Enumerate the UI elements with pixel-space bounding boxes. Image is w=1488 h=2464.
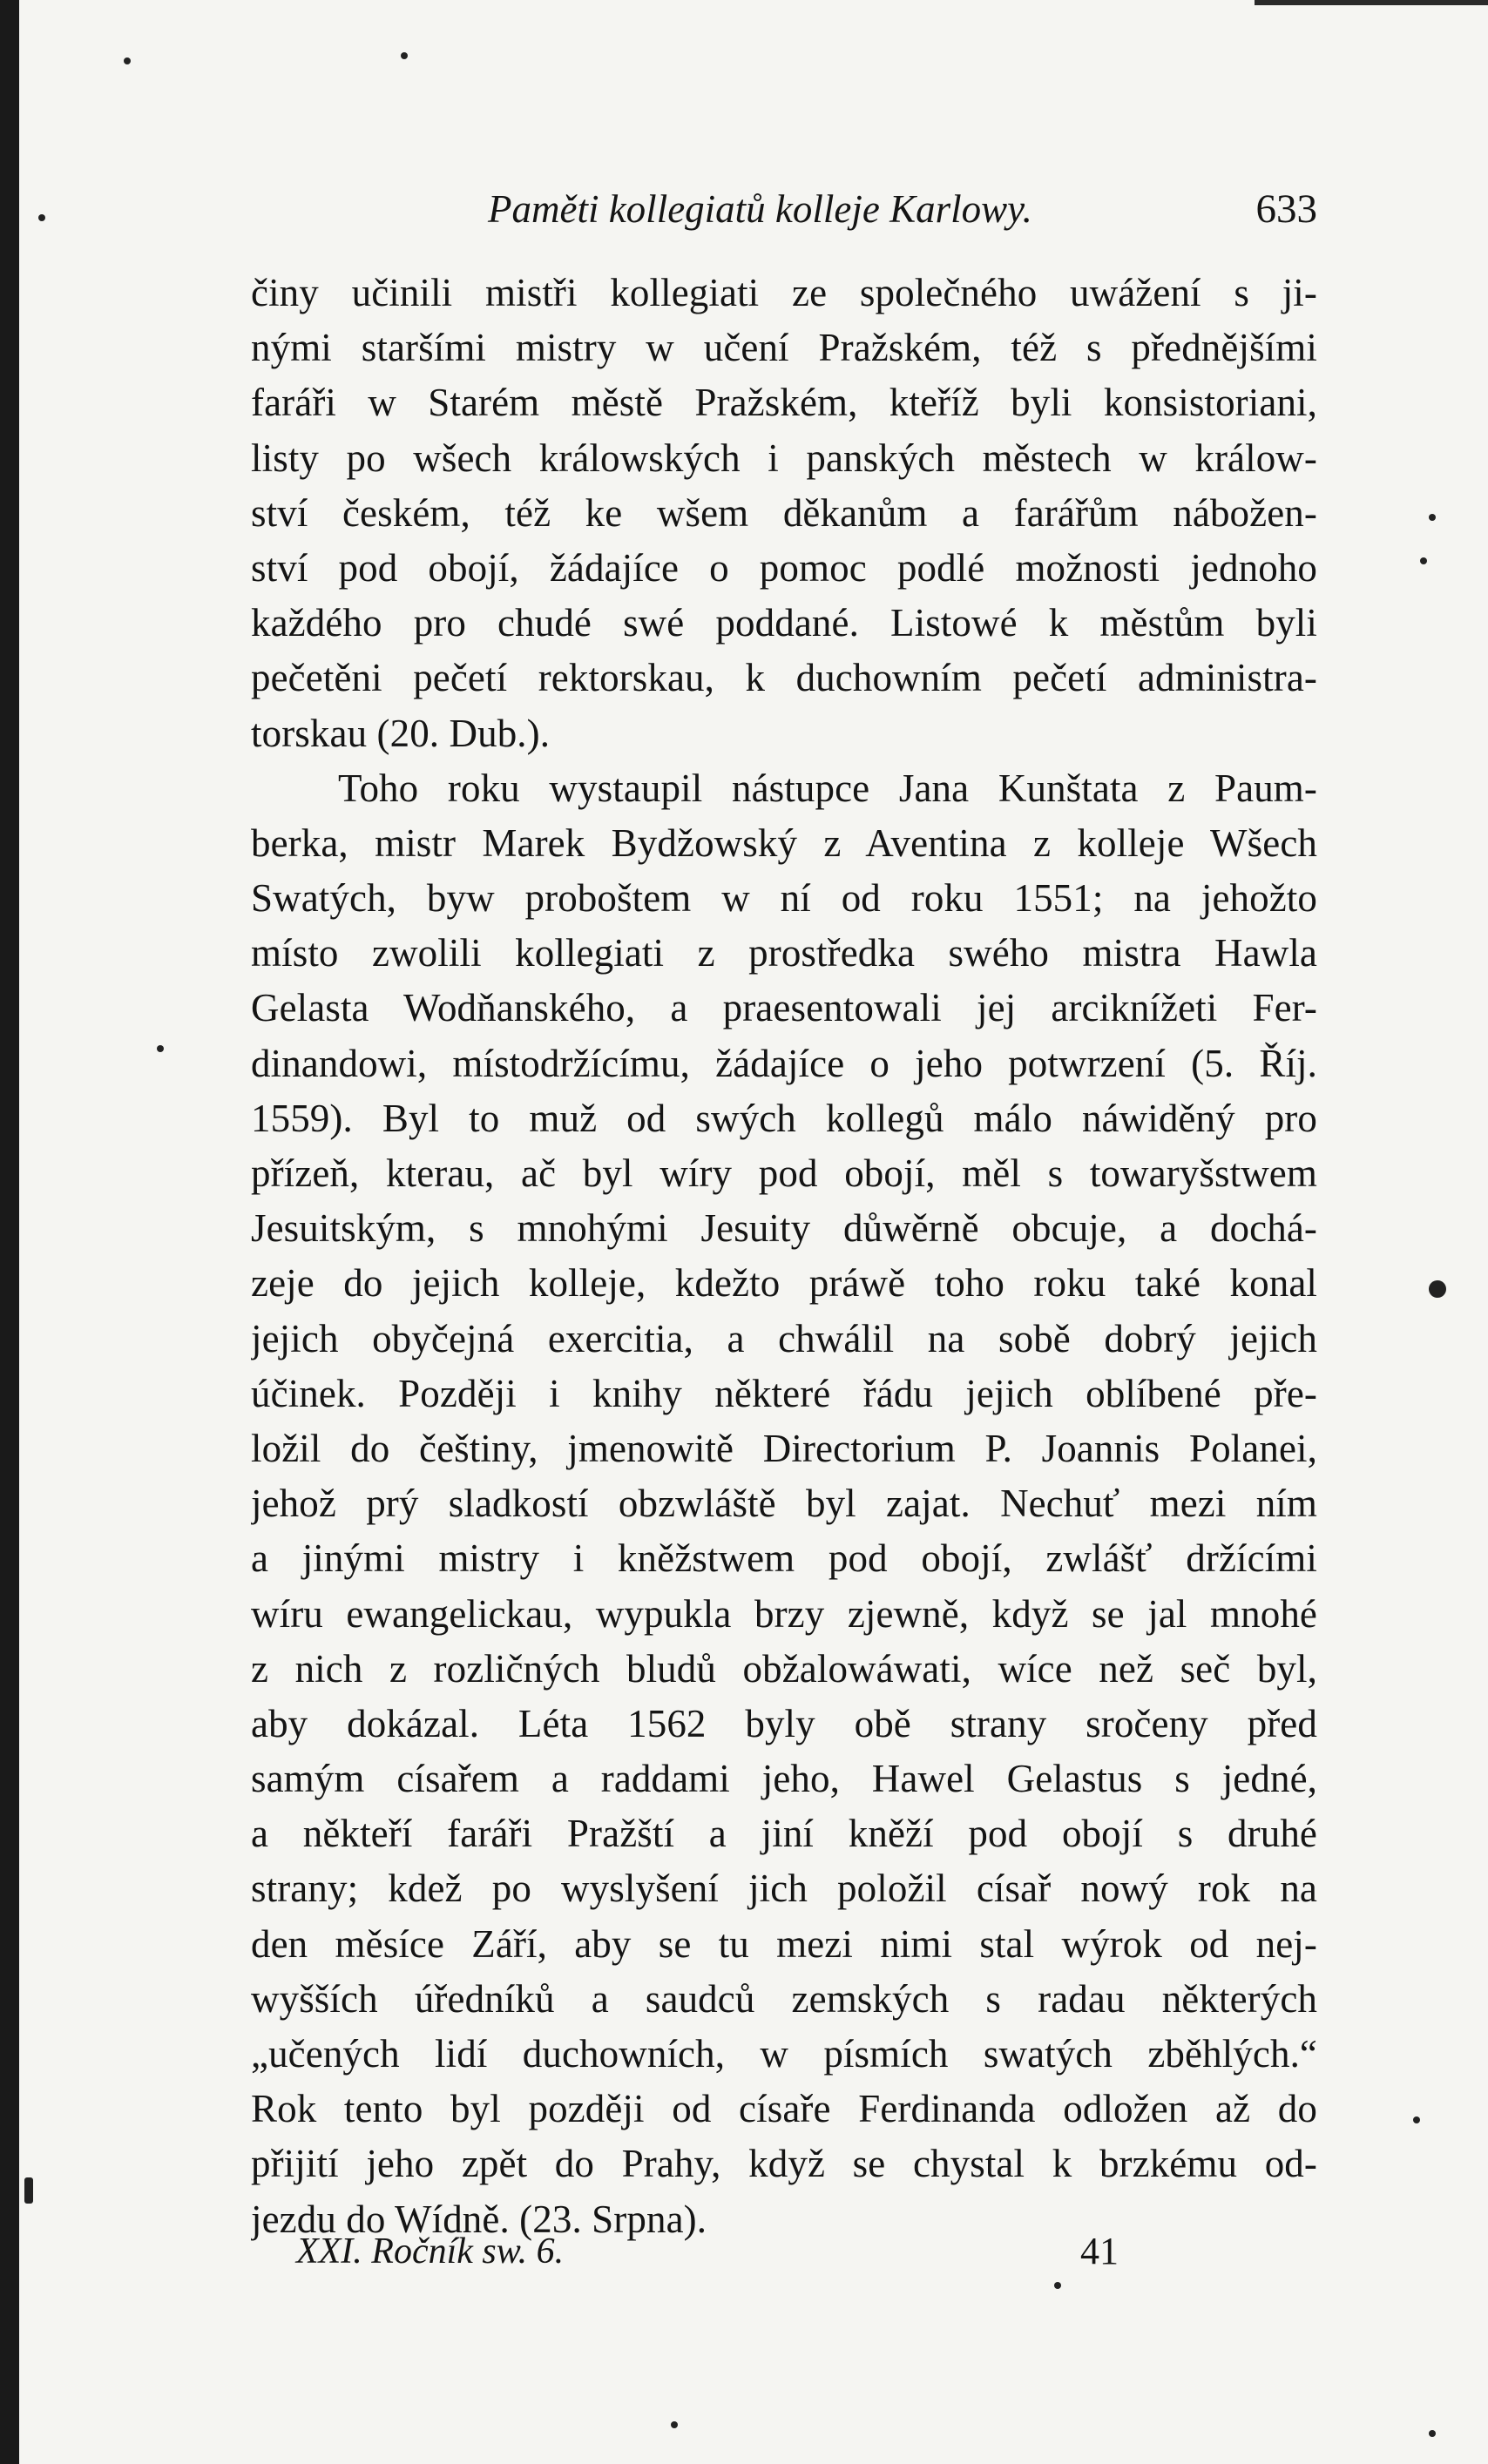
text-line: jezdu do Wídně. (23. Srpna). bbox=[251, 2197, 707, 2241]
text-line: jehož prý sladkostí obzwláště byl zajat. Nechuť mezi ním bbox=[251, 1482, 1317, 1526]
text-line: jejich obyčejná exercitia, a chwálil na sobě dobrý jejich bbox=[251, 1316, 1317, 1360]
sheet-signature bbox=[296, 2225, 1167, 2278]
scan-speck bbox=[24, 2177, 33, 2204]
text-line: „učených lidí duchowních, w písmích swatých zběhlých.“ bbox=[251, 2032, 1317, 2076]
text-line: faráři w Starém městě Pražském, kteříž byli konsistoriani, bbox=[251, 381, 1317, 425]
scan-speck bbox=[1429, 2430, 1436, 2437]
text-line: Swatých, byw proboštem w ní od roku 1551; na jehožto bbox=[251, 876, 1317, 921]
scan-top-edge bbox=[1255, 0, 1488, 5]
text-line: pečetěni pečetí rektorskau, k duchowním pečetí administra- bbox=[251, 656, 1317, 700]
scan-speck bbox=[124, 57, 131, 64]
scan-speck bbox=[671, 2421, 678, 2428]
sheet-number: 41 bbox=[1080, 2230, 1119, 2272]
text-line: Toho roku wystaupil nástupce Jana Kunštata z Paum- bbox=[338, 766, 1317, 810]
text-line: ství českém, též ke wšem děkanům a farářům nábožen- bbox=[251, 490, 1317, 535]
text-line: Rok tento byl později od císaře Ferdinanda odložen až do bbox=[251, 2087, 1317, 2131]
text-line: přijití jeho zpět do Prahy, když se chystal k brzkému od- bbox=[251, 2142, 1317, 2186]
text-line: wíru ewangelickau, wypukla brzy zjewně, když se jal mnohé bbox=[251, 1591, 1317, 1636]
text-line: berka, mistr Marek Bydžowský z Aventina z kolleje Wšech bbox=[251, 820, 1317, 865]
text-line: ložil do češtiny, jmenowitě Directorium P. Joannis Polanei, bbox=[251, 1426, 1317, 1470]
text-line: každého pro chudé swé poddané. Listowé k městům byli bbox=[251, 601, 1317, 645]
text-line: ství pod obojí, žádajíce o pomoc podlé možnosti jednoho bbox=[251, 545, 1317, 590]
text-line: torskau (20. Dub.). bbox=[251, 711, 551, 755]
scan-speck bbox=[1413, 2116, 1420, 2123]
text-line: dinandowi, místodržícímu, žádajíce o jeho potwrzení (5. Říj. bbox=[251, 1041, 1317, 1085]
text-line: Jesuitským, s mnohými Jesuity důwěrně obcuje, a dochá- bbox=[251, 1206, 1317, 1251]
text-line: listy po wšech králowských i panských městech w králow- bbox=[251, 435, 1317, 480]
text-line: nými staršími mistry w učení Pražském, též s přednějšími bbox=[251, 326, 1317, 370]
text-line: zeje do jejich kolleje, kdežto práwě toho roku také konal bbox=[251, 1261, 1317, 1306]
text-line: wyšších úředníků a saudců zemských s radau některých bbox=[251, 1976, 1317, 2021]
scan-speck bbox=[157, 1045, 164, 1052]
text-line: z nich z rozličných bludů obžalowáwati, wíce než seč byl, bbox=[251, 1646, 1317, 1691]
scan-speck bbox=[401, 52, 408, 59]
text-line: přízeň, kterau, ač byl wíry pod obojí, měl s towaryšstwem bbox=[251, 1151, 1317, 1195]
running-head bbox=[488, 183, 1317, 235]
scan-speck bbox=[1054, 2282, 1061, 2289]
text-line: samým císařem a raddami jeho, Hawel Gelastus s jedné, bbox=[251, 1757, 1317, 1801]
text-line: a jinými mistry i kněžstwem pod obojí, zwlášť držícími bbox=[251, 1536, 1317, 1581]
text-line: Gelasta Wodňanského, a praesentowali jej arciknížeti Fer- bbox=[251, 986, 1317, 1030]
text-line: účinek. Později i knihy některé řádu jejich oblíbené pře- bbox=[251, 1371, 1317, 1415]
scan-speck bbox=[1429, 514, 1436, 521]
paragraph bbox=[251, 761, 1317, 2247]
text-line: strany; kdež po wyslyšení jich položil císař nowý rok na bbox=[251, 1867, 1317, 1911]
running-title: Paměti kollegiatů kolleje Karlowy. bbox=[488, 187, 1032, 231]
scan-speck bbox=[1429, 1280, 1446, 1298]
text-line: činy učinili mistři kollegiati ze společného uwážení s ji- bbox=[251, 271, 1317, 314]
page-number: 633 bbox=[1255, 186, 1317, 232]
scan-speck bbox=[38, 214, 45, 221]
text-line: místo zwolili kollegiati z prostředka swého mistra Hawla bbox=[251, 931, 1317, 975]
text-line: aby dokázal. Léta 1562 byly obě strany sročeny před bbox=[251, 1701, 1317, 1745]
text-line: a někteří faráři Pražští a jiní kněží pod obojí s druhé bbox=[251, 1812, 1317, 1856]
text-line: 1559). Byl to muž od swých kollegů málo náwiděný pro bbox=[251, 1096, 1317, 1140]
body-text bbox=[251, 266, 1317, 2247]
text-line: den měsíce Září, aby se tu mezi nimi stal wýrok od nej- bbox=[251, 1921, 1317, 1966]
paragraph bbox=[251, 266, 1317, 761]
scan-speck bbox=[1420, 557, 1427, 564]
scan-left-edge bbox=[0, 0, 19, 2464]
volume-signature: XXI. Ročník sw. 6. bbox=[296, 2231, 565, 2272]
